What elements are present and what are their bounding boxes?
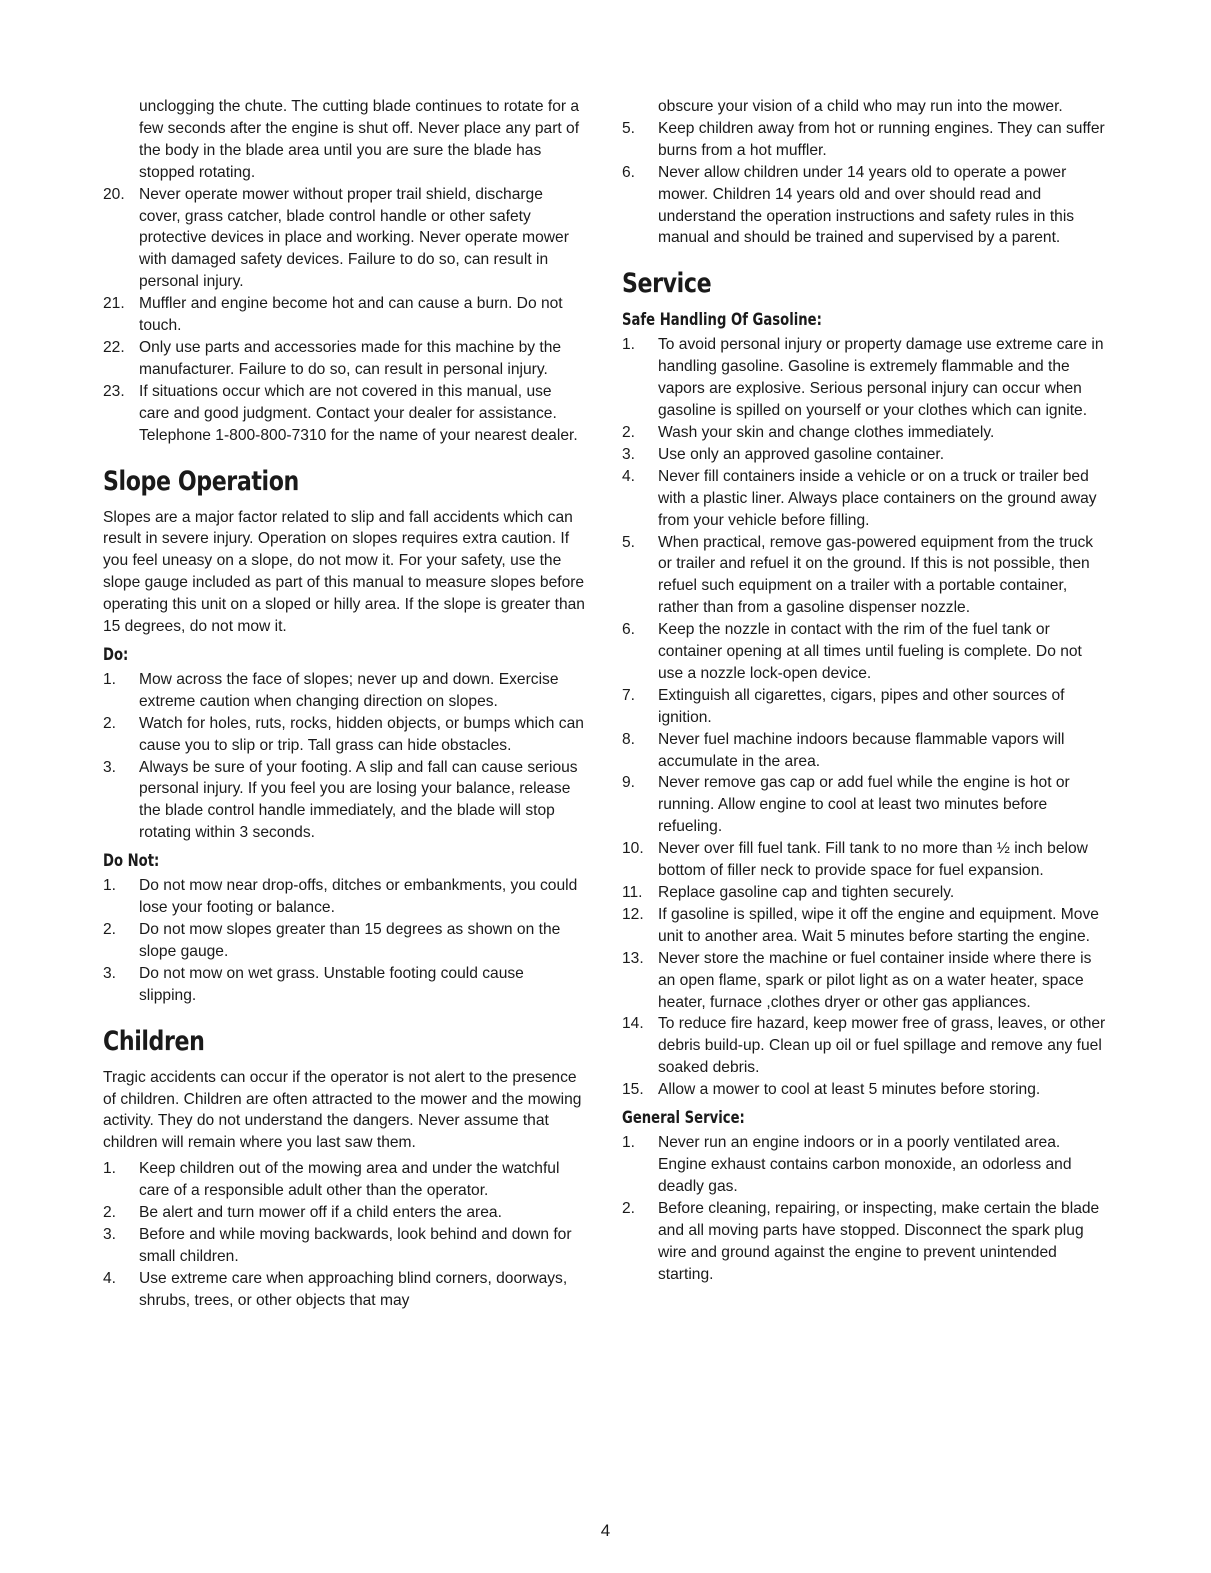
do-not-list bbox=[103, 875, 585, 1006]
slope-intro: Slopes are a major factor related to slip and fall accidents which can result in severe injury. Operation on slopes requires extra caution. If you feel uneasy on a slope, do not mow it. For your safety, use the slope gauge included as part of this manual to measure slopes before operating this unit on a sloped or hilly area. If the slope is greater than 15 degrees, do not mow it. bbox=[103, 508, 585, 636]
list-item: 6. Keep the nozzle in contact with the rim of the fuel tank or container opening at all times until fueling is complete. Do not use a nozzle lock-open device. bbox=[622, 621, 1082, 682]
list-item: 14. To reduce fire hazard, keep mower free of grass, leaves, or other debris build-up. Clean up oil or fuel spillage and remove any fuel soaked debris. bbox=[622, 1015, 1106, 1077]
list-item: 5. Keep children away from hot or running engines. They can suffer burns from a hot muffler. bbox=[622, 119, 1105, 159]
safety-rules-list bbox=[103, 96, 585, 447]
list-item: 1. Keep children out of the mowing area and under the watchful care of a responsible adult other than the operator. bbox=[103, 1160, 560, 1200]
list-item: 2. Watch for holes, ruts, rocks, hidden objects, or bumps which can cause you to slip or trip. Tall grass can hide obstacles. bbox=[103, 714, 584, 754]
list-item: 7. Extinguish all cigarettes, cigars, pipes and other sources of ignition. bbox=[622, 686, 1065, 726]
children-list-continued bbox=[622, 96, 1108, 249]
list-item: 13. Never store the machine or fuel container inside where there is an open flame, spark or pilot light as on a water heater, space heater, furnace ,clothes dryer or other gas appliances. bbox=[622, 949, 1092, 1011]
general-service-heading: General Service: bbox=[622, 1108, 745, 1128]
children-heading: Children bbox=[103, 1025, 205, 1057]
list-item: unclogging the chute. The cutting blade continues to rotate for a few seconds after the engine is shut off. Never place any part of the body in the blade area until you are sure the blade has stopped rotating. bbox=[139, 98, 580, 181]
list-item: 10. Never over fill fuel tank. Fill tank to no more than ½ inch below bottom of filler neck to provide space for fuel expansion. bbox=[622, 840, 1088, 880]
list-item: 5. When practical, remove gas-powered equipment from the truck or trailer and refuel it on the ground. If this is not possible, then refuel such equipment on a trailer with a portable container, rather than from a gasoline dispenser nozzle. bbox=[622, 533, 1094, 617]
list-item: 4. Never fill containers inside a vehicle or on a truck or trailer bed with a plastic liner. Always place containers on the ground away from your vehicle before filling. bbox=[622, 467, 1097, 529]
page-number: 4 bbox=[600, 1521, 611, 1540]
list-item: 23. If situations occur which are not covered in this manual, use care and good judgment. Contact your dealer for assistance. Telephone 1-800-800-7310 for the name of your nearest dealer. bbox=[103, 382, 578, 444]
list-item: obscure your vision of a child who may run into the mower. bbox=[658, 98, 1063, 115]
list-item: 21. Muffler and engine become hot and can cause a burn. Do not touch. bbox=[103, 295, 563, 335]
do-not-heading: Do Not: bbox=[103, 851, 160, 871]
list-item: 1. Never run an engine indoors or in a poorly ventilated area. Engine exhaust contains carbon monoxide, an odorless and deadly gas. bbox=[622, 1134, 1072, 1195]
list-item: 11. Replace gasoline cap and tighten securely. bbox=[622, 884, 955, 901]
list-item: 2. Do not mow slopes greater than 15 degrees as shown on the slope gauge. bbox=[103, 921, 561, 960]
list-item: 3. Do not mow on wet grass. Unstable footing could cause slipping. bbox=[103, 964, 524, 1004]
children-list bbox=[103, 1158, 585, 1311]
list-item: 20. Never operate mower without proper trail shield, discharge cover, grass catcher, blade control handle or other safety protective devices in place and working. Never operate mower with damaged safety devices. Failure to do so, can result in personal injury. bbox=[103, 185, 569, 291]
list-item: 2. Wash your skin and change clothes immediately. bbox=[622, 423, 995, 441]
do-list bbox=[103, 669, 585, 844]
gasoline-list bbox=[622, 334, 1108, 1101]
list-item: 12. If gasoline is spilled, wipe it off the engine and equipment. Move unit to another area. Wait 5 minutes before starting the engine. bbox=[622, 905, 1099, 945]
general-service-list bbox=[622, 1132, 1108, 1285]
list-item: 15. Allow a mower to cool at least 5 minutes before storing. bbox=[622, 1081, 1041, 1099]
list-item: 1. Mow across the face of slopes; never up and down. Exercise extreme caution when changing direction on slopes. bbox=[103, 670, 559, 710]
list-item: 22. Only use parts and accessories made for this machine by the manufacturer. Failure to do so, can result in personal injury. bbox=[103, 338, 562, 378]
do-heading: Do: bbox=[103, 644, 129, 664]
list-item: 9. Never remove gas cap or add fuel while the engine is hot or running. Allow engine to cool at least two minutes before refueling. bbox=[622, 774, 1070, 836]
list-item: 3. Use only an approved gasoline container. bbox=[622, 445, 945, 463]
left-column bbox=[103, 96, 585, 1312]
children-intro: Tragic accidents can occur if the operator is not alert to the presence of children. Children are often attracted to the mower and the mowing activity. They do not understand the dangers. Never assume that children will remain where you last saw them. bbox=[103, 1068, 582, 1152]
list-item: 6. Never allow children under 14 years old to operate a power mower. Children 14 years old and over should read and understand the operation instructions and safety rules in this manual and should be trained and supervised by a parent. bbox=[622, 163, 1075, 247]
gasoline-heading: Safe Handling Of Gasoline: bbox=[622, 310, 822, 330]
list-item: 1. Do not mow near drop-offs, ditches or embankments, you could lose your footing or balance. bbox=[103, 877, 578, 917]
list-item: 2. Before cleaning, repairing, or inspecting, make certain the blade and all moving parts have stopped. Disconnect the spark plug wire and ground against the engine to prevent unintended starting. bbox=[622, 1199, 1100, 1283]
list-item: 8. Never fuel machine indoors because flammable vapors will accumulate in the area. bbox=[622, 730, 1065, 770]
list-item: 3. Before and while moving backwards, look behind and down for small children. bbox=[103, 1225, 572, 1265]
list-item: 2. Be alert and turn mower off if a child enters the area. bbox=[103, 1204, 502, 1222]
right-column bbox=[622, 96, 1108, 1285]
service-heading: Service bbox=[622, 268, 712, 300]
list-item: 1. To avoid personal injury or property damage use extreme care in handling gasoline. Gasoline is extremely flammable and the vapors are explosive. Serious personal injury can occur when gasoline is spilled on yourself or your clothes which can ignite. bbox=[622, 336, 1104, 420]
list-item: 3. Always be sure of your footing. A slip and fall can cause serious personal injury. If you feel you are losing your balance, release the blade control handle immediately, and the blade will stop rotating within 3 seconds. bbox=[103, 758, 578, 842]
slope-operation-heading: Slope Operation bbox=[103, 465, 299, 497]
list-item: 4. Use extreme care when approaching blind corners, doorways, shrubs, trees, or other objects that may bbox=[103, 1269, 568, 1309]
